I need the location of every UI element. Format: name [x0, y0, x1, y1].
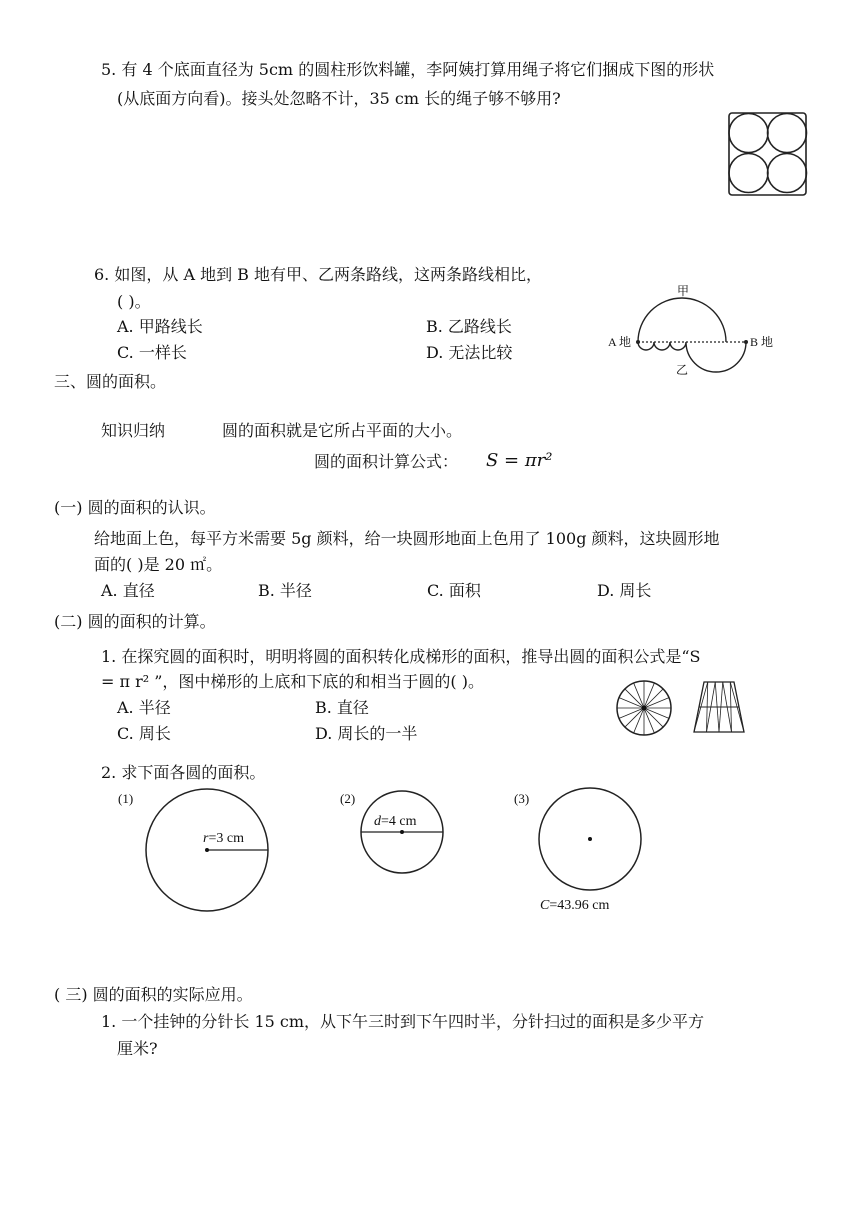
route-label-b: B 地	[750, 335, 774, 349]
section3-heading: 三、圆的面积。	[54, 372, 167, 391]
area-formula: S = πr²	[486, 450, 553, 471]
q6-option-d: D. 无法比较	[426, 343, 513, 362]
q6-option-a: A. 甲路线长	[117, 317, 203, 336]
rope-rectangle	[729, 113, 806, 195]
knowledge-text: 圆的面积就是它所占平面的大小。	[222, 421, 463, 440]
q6-option-b: B. 乙路线长	[426, 317, 512, 336]
part2-q1-line2: = π r² ”，图中梯形的上底和下底的和相当于圆的( )。	[101, 672, 484, 691]
circle-2-figure	[336, 786, 456, 881]
part2-q1-option-c: C. 周长	[117, 724, 171, 743]
part2-heading: (二) 圆的面积的计算。	[54, 612, 216, 631]
part1-option-b: B. 半径	[258, 581, 312, 600]
part2-q1-option-d: D. 周长的一半	[315, 724, 418, 743]
formula-label: 圆的面积计算公式：	[314, 452, 459, 471]
svg-text:r=3 cm: r=3 cm	[203, 831, 244, 846]
part1-text-line1: 给地面上色，每平方米需要 5g 颜料，给一块圆形地面上色用了 100g 颜料，这块圆形地	[94, 529, 720, 548]
point-a	[636, 340, 640, 344]
svg-text:C=43.96 cm: C=43.96 cm	[540, 898, 610, 913]
part1-text-line2: 面的( )是 20 ㎡。	[94, 555, 223, 574]
part2-q1-option-a: A. 半径	[117, 698, 171, 717]
can-bottom-left	[729, 154, 768, 193]
circle-1-tag: (1)	[118, 791, 134, 806]
part1-option-c: C. 面积	[427, 581, 481, 600]
route-label-bottom: 乙	[676, 363, 689, 376]
point-b	[744, 340, 748, 344]
route-figure	[604, 282, 784, 376]
part3-q1-line1: 1. 一个挂钟的分针长 15 cm，从下午三时到下午四时半，分针扫过的面积是多少平方	[101, 1012, 705, 1031]
circle-3-tag: (3)	[514, 791, 530, 806]
part3-heading: ( 三) 圆的面积的实际应用。	[54, 985, 253, 1004]
svg-text:d=4 cm: d=4 cm	[374, 814, 417, 829]
part1-option-a: A. 直径	[101, 581, 155, 600]
route-label-top: 甲	[677, 284, 690, 298]
circle-1-figure	[116, 786, 276, 916]
part3-q1-line2: 厘米?	[117, 1039, 158, 1058]
q6-text-line1: 6. 如图，从 A 地到 B 地有甲、乙两条路线，这两条路线相比，	[94, 265, 543, 284]
can-top-right	[768, 114, 807, 153]
part2-q2-text: 2. 求下面各圆的面积。	[101, 763, 266, 782]
trapezoid-figure	[690, 678, 748, 736]
part1-heading: (一) 圆的面积的认识。	[54, 498, 216, 517]
circle-3-figure	[510, 786, 650, 916]
q6-text-line2: ( )。	[117, 292, 151, 311]
part2-q1-option-b: B. 直径	[315, 698, 369, 717]
part2-q1-line1: 1. 在探究圆的面积时，明明将圆的面积转化成梯形的面积，推导出圆的面积公式是“S	[101, 647, 701, 666]
part1-option-d: D. 周长	[597, 581, 652, 600]
route-label-a: A 地	[608, 335, 632, 349]
route-yi-arcs	[638, 342, 746, 372]
q5-text-line1: 5. 有 4 个底面直径为 5cm 的圆柱形饮料罐，李阿姨打算用绳子将它们捆成下图的形状	[101, 60, 715, 79]
knowledge-label: 知识归纳	[101, 421, 166, 440]
q6-option-c: C. 一样长	[117, 343, 187, 362]
q5-text-line2: (从底面方向看)。接头处忽略不计，35 cm 长的绳子够不够用?	[117, 89, 561, 108]
route-jia-arc	[638, 298, 726, 342]
circle-2-tag: (2)	[340, 791, 356, 806]
can-bottom-right	[768, 154, 807, 193]
four-cans-figure	[726, 110, 810, 198]
can-top-left	[729, 114, 768, 153]
sector-circle-figure	[614, 678, 674, 738]
